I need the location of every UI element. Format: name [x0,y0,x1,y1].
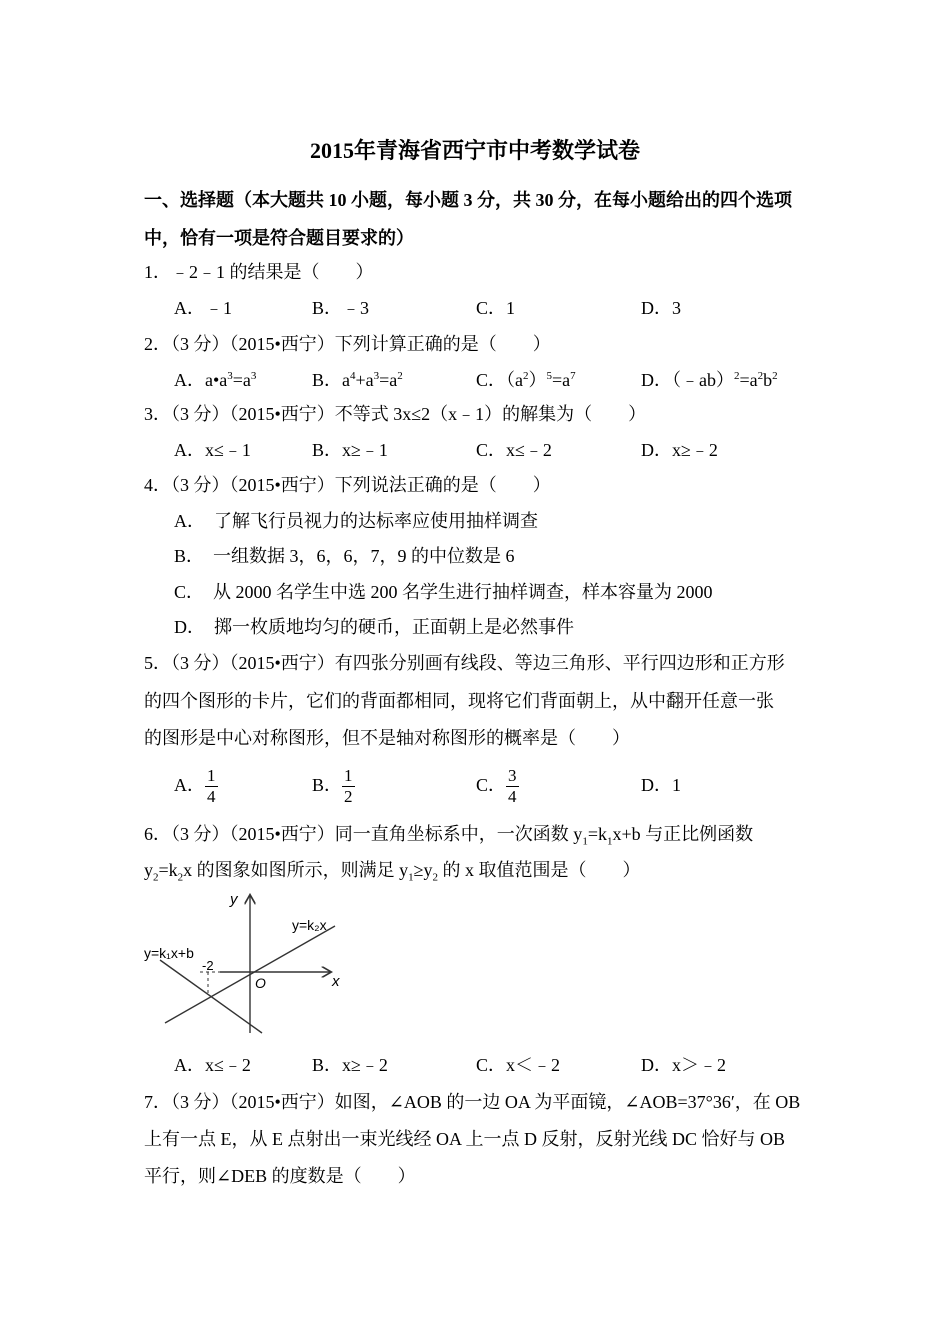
q1-option-d: D．3 [641,298,681,318]
fraction: $\frac{3}{4}$ [508,766,517,807]
tick-label: -2 [202,958,214,973]
q5-option-d: D．1 [641,775,681,795]
q2-option-b: B．$a^4+a^3=a^2$ [312,370,403,390]
section-header-line1: 一、选择题（本大题共 10 小题，每小题 3 分，共 30 分，在每小题给出的四个选项 [144,190,792,210]
page-title: 2015年青海省西宁市中考数学试卷 [309,138,640,163]
origin-label: O [255,975,266,991]
q6-option-b: B．x≥﹣2 [312,1055,388,1075]
q7-stem-line3: 平行，则∠DEB 的度数是（ ） [144,1166,416,1186]
q4-option-d: D． 掷一枚质地均匀的硬币，正面朝上是必然事件 [174,617,574,637]
line-y1-label: y=k₁x+b [144,945,194,961]
q4-stem: 4．（3 分）（2015•西宁）下列说法正确的是（ ） [144,475,551,495]
q7-stem-line2: 上有一点 E，从 E 点射出一束光线经 OA 上一点 D 反射，反射光线 DC 恰好与 OB [144,1129,786,1149]
q6-stem-line1: 6．（3 分）（2015•西宁）同一直角坐标系中，一次函数 $y_1=k_1x+b$ 与正比例函数 [144,824,754,848]
q2-stem: 2．（3 分）（2015•西宁）下列计算正确的是（ ） [144,334,551,354]
q5-option-c: C． $\frac{3}{4}$ [476,766,517,807]
q7-stem-line1: 7．（3 分）（2015•西宁）如图，∠AOB 的一边 OA 为平面镜，∠AOB=37°36′，在 OB [144,1092,801,1112]
q4-option-c: C． 从 2000 名学生中选 200 名学生进行抽样调查，样本容量为 2000 [174,582,713,602]
line-y2-label: y=k₂x [292,917,327,933]
q1-option-a: A．﹣1 [174,298,232,318]
q3-option-c: C．x≤﹣2 [476,440,552,460]
q5-option-b: B． $\frac{1}{2}$ [312,766,353,807]
q5-stem-line1: 5．（3 分）（2015•西宁）有四张分别画有线段、等边三角形、平行四边形和正方形 [144,653,785,673]
q6-stem-line2: $y_2=k_2x$ 的图象如图所示，则满足 $y_1\ge y_2$ 的 x 取值范围是（ ） [144,860,641,884]
q1-stem: 1．﹣2﹣1 的结果是（ ） [144,262,374,282]
y-axis-label: y [230,891,238,908]
q1-option-c: C．1 [476,298,516,318]
q5-stem-line2: 的四个图形的卡片，它们的背面都相同，现将它们背面朝上，从中翻开任意一张 [144,691,774,711]
q6-option-a: A．x≤﹣2 [174,1055,251,1075]
section-header-line2: 中，恰有一项是符合题目要求的） [144,228,414,248]
q6-graph [140,888,360,1038]
q5-stem-line3: 的图形是中心对称图形，但不是轴对称图形的概率是（ ） [144,728,630,748]
q6-option-d: D．x＞﹣2 [641,1055,726,1075]
q3-option-b: B．x≥﹣1 [312,440,388,460]
q3-stem: 3．（3 分）（2015•西宁）不等式 3x≤2（x﹣1）的解集为（ ） [144,404,647,424]
q2-option-c: C．$(a^2)^5=a^7$ [476,370,576,390]
q4-option-a: A． 了解飞行员视力的达标率应使用抽样调查 [174,511,538,531]
q5-option-a: A． $\frac{1}{4}$ [174,766,216,807]
q4-option-b: B． 一组数据 3，6，6，7，9 的中位数是 6 [174,546,515,566]
x-axis-label: x [332,973,340,990]
q3-option-a: A．x≤﹣1 [174,440,251,460]
q1-option-b: B．﹣3 [312,298,370,318]
q2-option-d: D．$(﹣ab)^2=a^2b^2$ [641,370,778,390]
fraction: $\frac{1}{4}$ [207,766,216,807]
fraction: $\frac{1}{2}$ [344,766,353,807]
q6-option-c: C．x＜﹣2 [476,1055,561,1075]
q2-option-a: A．$a•a^3=a^3$ [174,370,257,390]
q3-option-d: D．x≥﹣2 [641,440,718,460]
